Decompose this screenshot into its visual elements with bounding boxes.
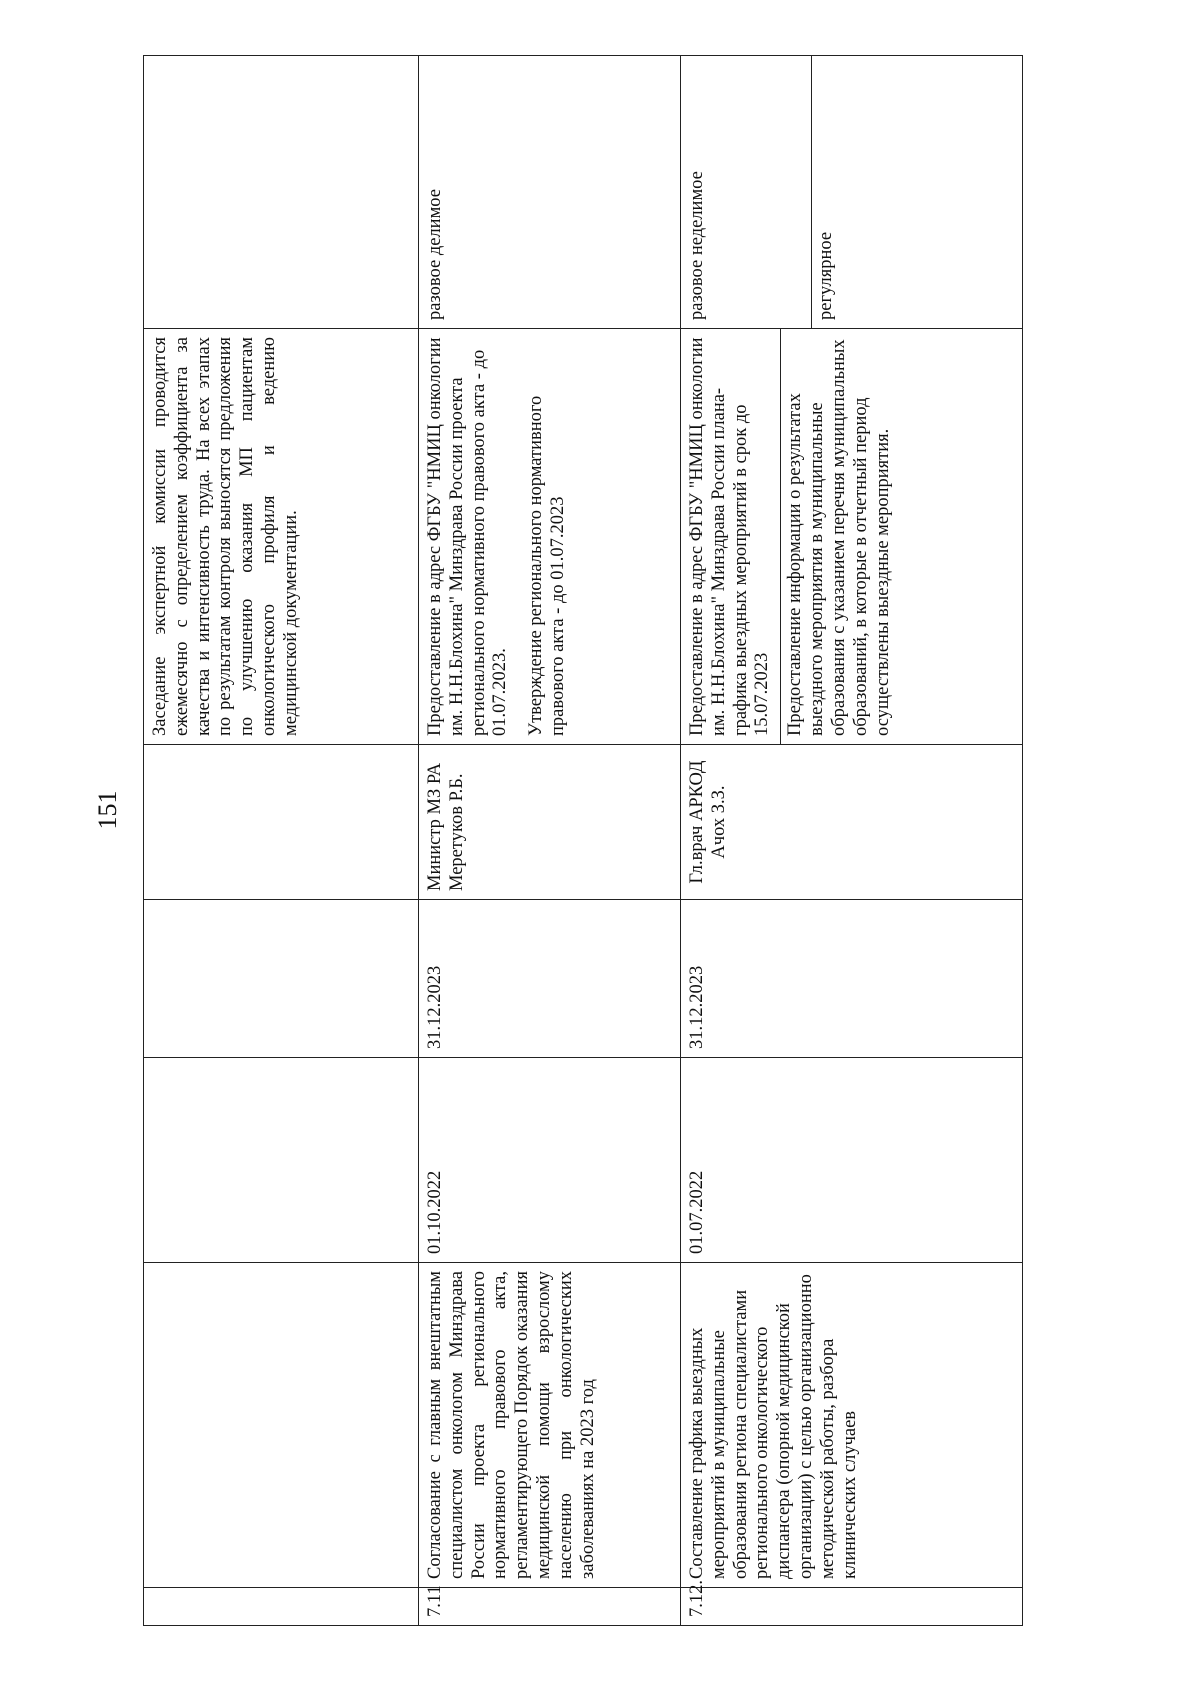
measure-type: разовое неделимое bbox=[687, 171, 707, 320]
measure-title: Составление графика выездных мероприятий в муниципальные образования региона специалистами регионального онкологического диспансера (опорной медицинской организации) с целью организационно методической работы, разбора клинических случаев bbox=[681, 1263, 1023, 1588]
measure-title: Согласование с главным внештатным специалистом онкологом Минздрава России проекта регионального нормативного правового акта, регламентирующего Порядок оказания медицинской помощи взрослому населению при онкологических заболеваниях на 2023 год bbox=[419, 1263, 681, 1588]
responsible bbox=[144, 745, 419, 900]
table-row bbox=[144, 56, 419, 1626]
row-number: 7.11 bbox=[419, 1588, 681, 1626]
table-row bbox=[419, 56, 681, 1626]
result-text: Заседание экспертной комиссии проводится ежемесячно с определением коэффициента за качества и интенсивность труда. На всех этапах по результатам контроля выносятся предложения по улучшению оказания МП пациентам онкологического профиля и ведению медицинской документации. bbox=[144, 329, 419, 745]
result-text: Предоставление информации о результатах выездного мероприятия в муниципальные образования с указанием перечня муниципальных образований, в которые в отчетный период осуществлены выездные мероприятия. bbox=[780, 329, 894, 744]
end-date: 31.12.2023 bbox=[681, 900, 1023, 1058]
measure-type: разовое делимое bbox=[419, 56, 681, 329]
result-text: Предоставление в адрес ФГБУ "НМИЦ онкологии им. Н.Н.Блохина" Минздрава России плана-графика выездных мероприятий в срок до 15.07.2023 bbox=[687, 337, 773, 736]
start-date bbox=[144, 1058, 419, 1263]
row-number bbox=[144, 1588, 419, 1626]
page-number: 151 bbox=[93, 790, 122, 830]
responsible: Гл.врач АРКОД Ачох З.З. bbox=[681, 745, 1023, 900]
measure-title bbox=[144, 1263, 419, 1588]
measure-type: регулярное bbox=[811, 56, 838, 328]
measure-type bbox=[144, 56, 419, 329]
end-date bbox=[144, 900, 419, 1058]
end-date: 31.12.2023 bbox=[419, 900, 681, 1058]
plan-table bbox=[143, 55, 1023, 1626]
responsible: Министр МЗ РА Меретуков Р.Б. bbox=[419, 745, 681, 900]
type-cell bbox=[681, 56, 1023, 329]
result-cell bbox=[419, 329, 681, 745]
result-text: Утверждение регионального нормативного правового акта - до 01.07.2023 bbox=[526, 395, 569, 736]
start-date: 01.10.2022 bbox=[419, 1058, 681, 1263]
start-date: 01.07.2022 bbox=[681, 1058, 1023, 1263]
result-cell bbox=[681, 329, 1023, 745]
rotated-table-wrapper bbox=[143, 56, 1023, 1626]
row-number: 7.12. bbox=[681, 1588, 1023, 1626]
table-row bbox=[681, 56, 1023, 1626]
result-text: Предоставление в адрес ФГБУ "НМИЦ онкологии им. Н.Н.Блохина" Минздрава России проекта регионального нормативного правового акта - до 01.07.2023. bbox=[425, 337, 511, 736]
